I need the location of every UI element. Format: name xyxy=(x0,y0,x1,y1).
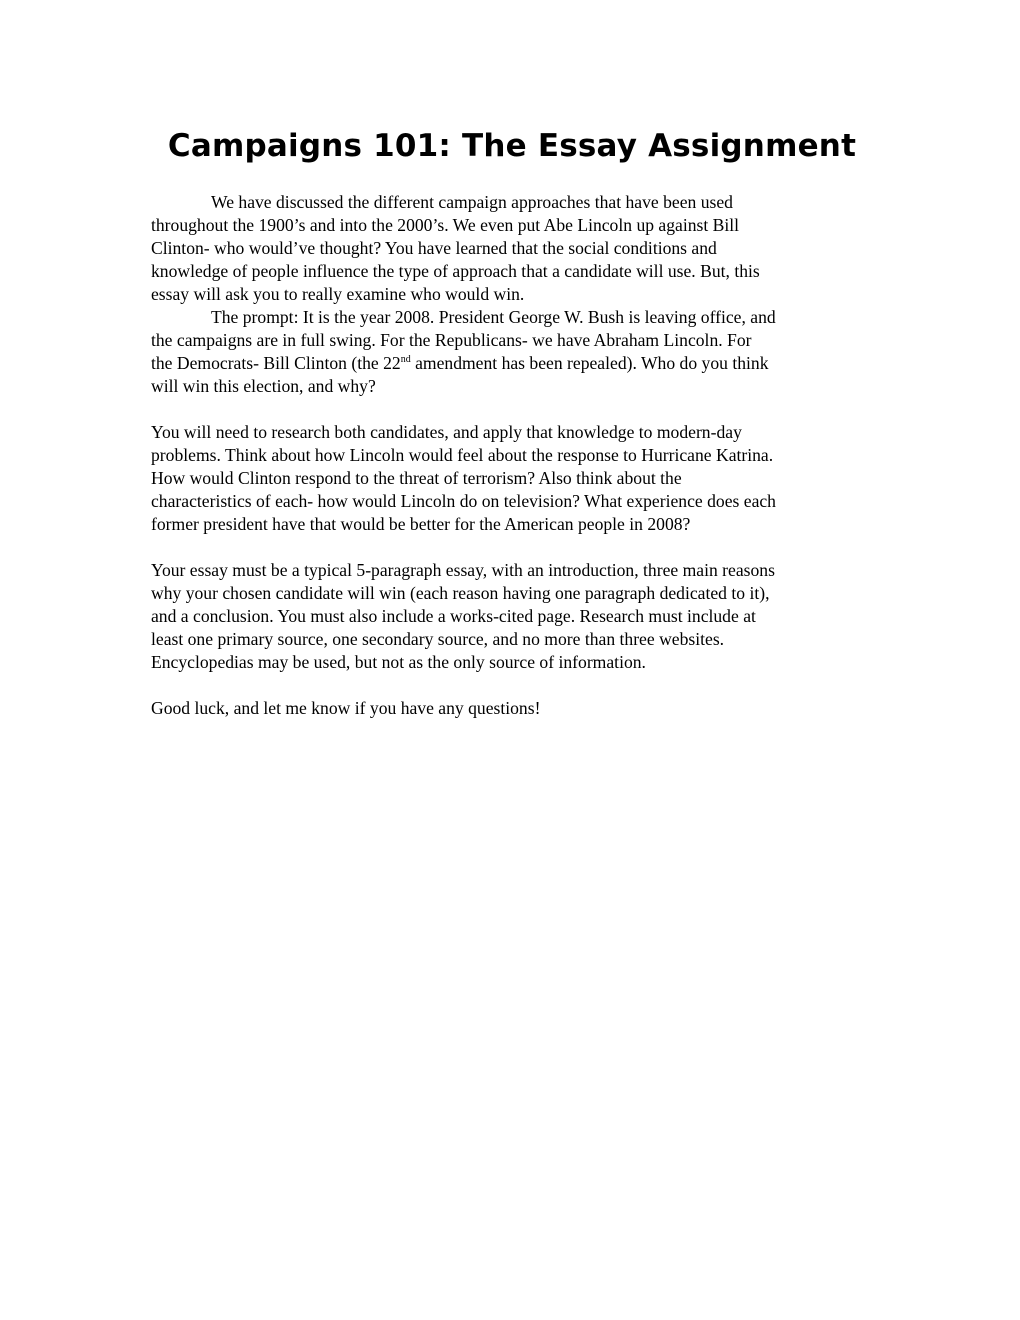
paragraph-closing xyxy=(151,697,873,720)
text-line: problems. Think about how Lincoln would feel about the response to Hurricane Katrina. xyxy=(151,445,774,465)
text-line: essay will ask you to really examine who would win. xyxy=(151,284,525,304)
text-line: Clinton- who would’ve thought? You have learned that the social conditions and xyxy=(151,238,717,258)
text-line: Your essay must be a typical 5-paragraph essay, with an introduction, three main reasons xyxy=(151,560,775,580)
text-line: Good luck, and let me know if you have any questions! xyxy=(151,698,541,718)
text-line: why your chosen candidate will win (each reason having one paragraph dedicated to it), xyxy=(151,583,770,603)
text-line: We have discussed the different campaign approaches that have been used xyxy=(211,192,733,212)
document-body xyxy=(151,191,873,720)
text-line: characteristics of each- how would Lincoln do on television? What experience does each xyxy=(151,491,776,511)
text-segment: the Democrats- Bill Clinton (the 22 xyxy=(151,353,401,373)
document-page xyxy=(151,0,873,1320)
text-line: will win this election, and why? xyxy=(151,376,376,396)
paragraph-research xyxy=(151,421,873,536)
text-line: How would Clinton respond to the threat of terrorism? Also think about the xyxy=(151,468,682,488)
text-line: and a conclusion. You must also include a works-cited page. Research must include at xyxy=(151,606,756,626)
text-line: Encyclopedias may be used, but not as the only source of information. xyxy=(151,652,646,672)
text-line: the campaigns are in full swing. For the Republicans- we have Abraham Lincoln. For xyxy=(151,330,752,350)
paragraph-intro xyxy=(151,191,873,306)
text-line: You will need to research both candidates, and apply that knowledge to modern-day xyxy=(151,422,742,442)
text-line: The prompt: It is the year 2008. President George W. Bush is leaving office, and xyxy=(211,307,776,327)
text-line-with-superscript xyxy=(151,352,873,375)
text-line: least one primary source, one secondary source, and no more than three websites. xyxy=(151,629,725,649)
text-segment: amendment has been repealed). Who do you think xyxy=(410,353,769,373)
ordinal-superscript: nd xyxy=(400,354,411,365)
document-title: Campaigns 101: The Essay Assignment xyxy=(167,128,857,164)
text-line: knowledge of people influence the type of approach that a candidate will use. But, this xyxy=(151,261,760,281)
text-line: throughout the 1900’s and into the 2000’s. We even put Abe Lincoln up against Bill xyxy=(151,215,740,235)
paragraph-requirements xyxy=(151,559,873,674)
text-line: former president have that would be better for the American people in 2008? xyxy=(151,514,691,534)
paragraph-prompt xyxy=(151,306,873,398)
